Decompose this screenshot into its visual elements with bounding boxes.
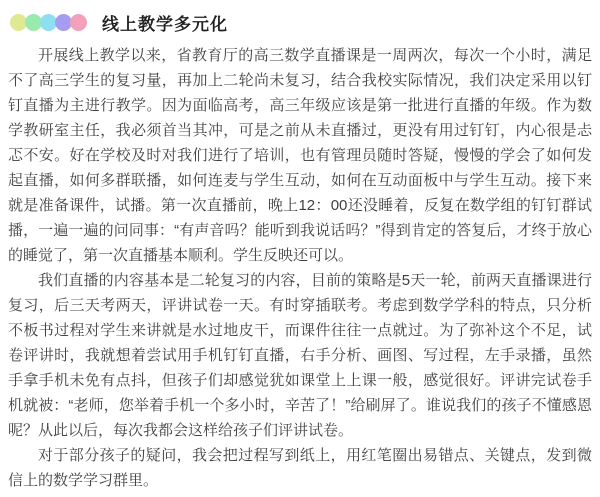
article-paragraph: 我们直播的内容基本是二轮复习的内容，目前的策略是5天一轮，前两天直播课进行复习，后三天考两天，评讲试卷一天。有时穿插联考。考虑到数学学科的特点，只分析不板书过程对学生来讲就是水过地皮干，而课件往往一点就过。为了弥补这个不足，试卷评讲时，我就想着尝试用手机钉钉直播，右手分析、画图、写过程，左手录播，虽然手拿手机未免有点抖，但孩子们却感觉犹如课堂上上课一般，感觉很好。评讲完试卷手机就被：“老师，您举着手机一个多小时，辛苦了！”给刷屏了。谁说我们的孩子不懂感恩呢？从此以后，每次我都会这样给孩子们评讲试卷。 [8, 272, 592, 439]
page-title: 线上教学多元化 [102, 14, 228, 34]
article-body [0, 33, 600, 493]
decorative-dots [10, 14, 85, 31]
dot-pink-icon [70, 14, 87, 31]
article-paragraph: 对于部分孩子的疑问，我会把过程写到纸上，用红笔圈出易错点、关键点，发到微信上的数学学习群里。 [8, 447, 592, 489]
article-header [0, 0, 600, 33]
article-paragraph: 开展线上教学以来，省教育厅的高三数学直播课是一周两次，每次一个小时，满足不了高三学生的复习量，再加上二轮尚未复习，结合我校实际情况，我们决定采用以钉钉直播为主进行教学。因为面临高考，高三年级应该是第一批进行直播的年级。作为数学教研室主任，我必须首当其冲，可是之前从未直播过，更没有用过钉钉，内心很是忐忑不安。好在学校及时对我们进行了培训，也有管理员随时答疑，慢慢的学会了如何发起直播，如何多群联播，如何连麦与学生互动，如何在互动面板中与学生互动。接下来就是准备课件，试播。第一次直播前，晚上12：00还没睡着，反复在数学组的钉钉群试播，一遍一遍的问同事：“有声音吗？能听到我说话吗？”得到肯定的答复后，才终于放心的睡觉了，第一次直播基本顺利。学生反映还可以。 [8, 47, 592, 264]
